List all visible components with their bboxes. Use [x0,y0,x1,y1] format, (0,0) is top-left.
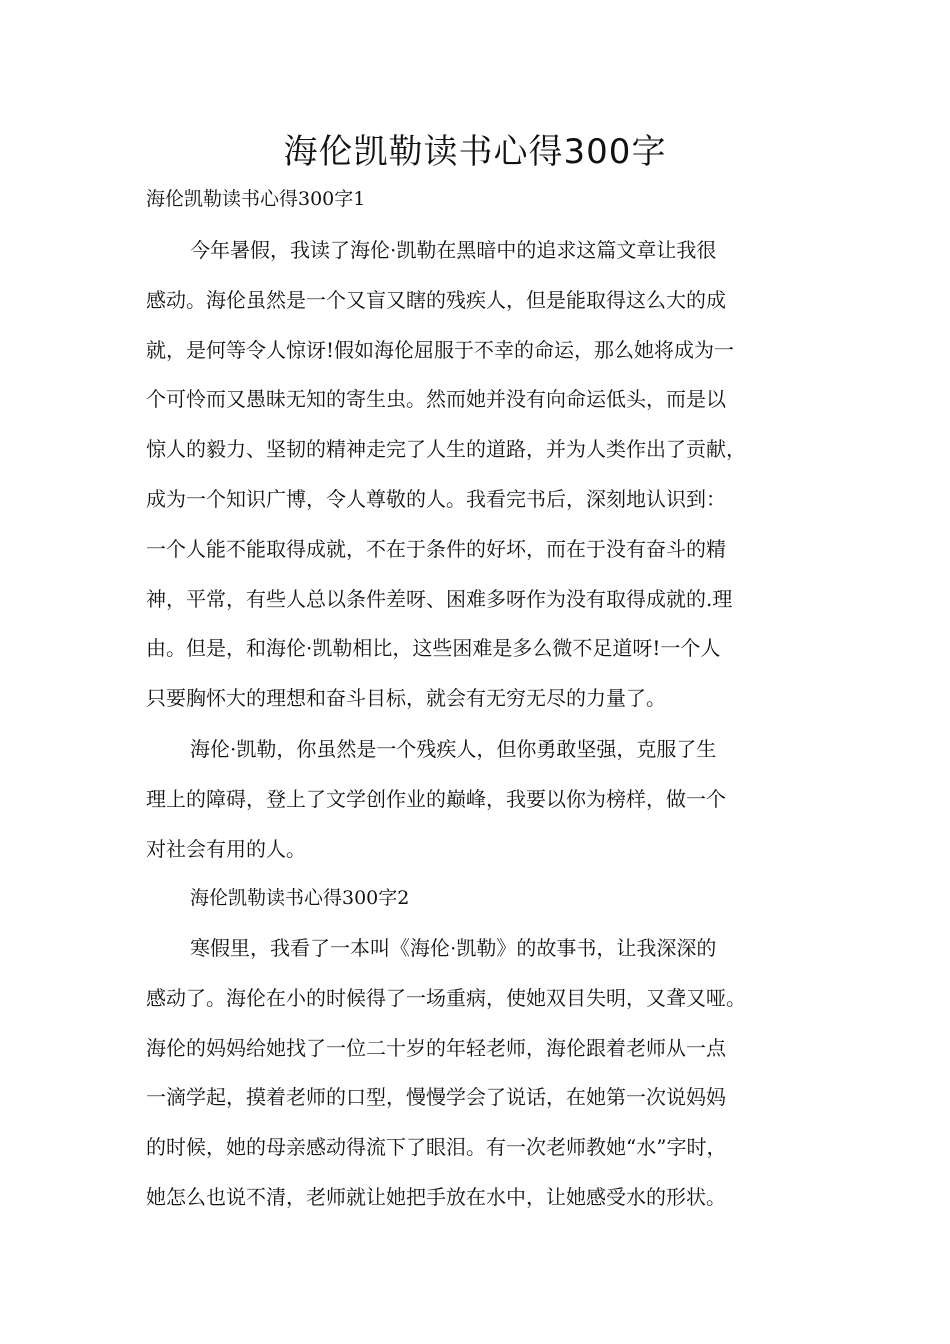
text-line: 今年暑假，我读了海伦·凯勒在黑暗中的追求这篇文章让我很 [190,238,717,262]
text-line: 她怎么也说不清，老师就让她把手放在水中，让她感受水的形状。 [146,1184,726,1209]
text-line: 一滴学起，摸着老师的口型，慢慢学会了说话，在她第一次说妈妈 [146,1085,726,1110]
text-line: 一个人能不能取得成就，不在于条件的好坏，而在于没有奋斗的精 [146,536,726,561]
section-heading-2: 海伦凯勒读书心得300字2 [190,887,410,909]
text-line: 感动。海伦虽然是一个又盲又瞎的残疾人，但是能取得这么大的成 [146,287,726,312]
section-heading-1: 海伦凯勒读书心得300字1 [146,188,366,210]
text-line: 理上的障碍，登上了文学创作业的巅峰，我要以你为榜样，做一个 [146,786,726,811]
text-line: 个可怜而又愚昧无知的寄生虫。然而她并没有向命运低头，而是以 [146,387,726,412]
text-line: 由。但是，和海伦·凯勒相比，这些困难是多么微不足道呀!一个人 [146,636,721,661]
text-line: 感动了。海伦在小的时候得了一场重病，使她双目失明，又聋又哑。 [146,985,746,1010]
paragraph-2 [146,725,826,874]
paragraph-3 [146,924,826,1223]
text-line: 海伦·凯勒，你虽然是一个残疾人，但你勇敢坚强，克服了生 [190,737,717,761]
text-line: 就，是何等令人惊讶!假如海伦屈服于不幸的命运，那么她将成为一 [146,337,735,362]
text-line: 成为一个知识广博，令人尊敬的人。我看完书后，深刻地认识到： [146,486,726,511]
text-line: 神，平常，有些人总以条件差呀、困难多呀作为没有取得成就的.理 [146,586,733,611]
paragraph-1 [146,226,826,724]
text-line: 海伦的妈妈给她找了一位二十岁的年轻老师，海伦跟着老师从一点 [146,1035,726,1060]
text-line: 的时候，她的母亲感动得流下了眼泪。有一次老师教她“水”字时， [146,1135,727,1160]
text-line: 只要胸怀大的理想和奋斗目标，就会有无穷无尽的力量了。 [146,686,666,711]
text-line: 惊人的毅力、坚韧的精神走完了人生的道路，并为人类作出了贡献， [146,437,746,462]
text-line: 寒假里，我看了一本叫《海伦·凯勒》的故事书，让我深深的 [190,936,717,960]
document-title: 海伦凯勒读书心得300字 [283,132,667,172]
text-line: 对社会有用的人。 [146,836,306,861]
